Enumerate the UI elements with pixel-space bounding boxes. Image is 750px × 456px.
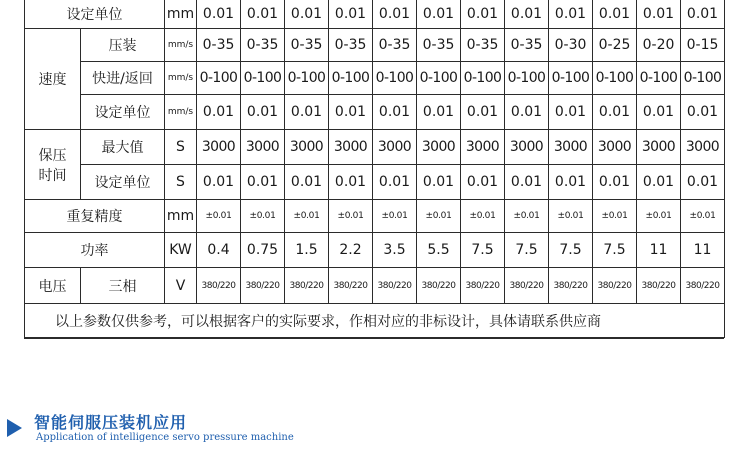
table-cell: mm/s bbox=[165, 95, 197, 130]
table-cell: 设定单位 bbox=[25, 0, 165, 29]
table-cell: 3000 bbox=[329, 130, 373, 165]
table-cell: 380/220 bbox=[505, 268, 549, 304]
table-cell: 0.01 bbox=[417, 165, 461, 200]
table-row bbox=[25, 200, 725, 233]
table-cell: 0-20 bbox=[637, 29, 681, 62]
table-cell: 380/220 bbox=[329, 268, 373, 304]
table-cell: 电压 bbox=[25, 268, 81, 304]
table-cell: 380/220 bbox=[373, 268, 417, 304]
table-cell: 0.01 bbox=[373, 95, 417, 130]
table-cell: 3000 bbox=[505, 130, 549, 165]
table-cell: mm bbox=[165, 0, 197, 29]
table-cell: 3000 bbox=[681, 130, 725, 165]
table-cell: 0.01 bbox=[241, 95, 285, 130]
table-cell: 0.01 bbox=[505, 95, 549, 130]
table-cell: 最大值 bbox=[81, 130, 165, 165]
table-cell: 0.01 bbox=[197, 165, 241, 200]
table-cell: ±0.01 bbox=[285, 200, 329, 233]
table-cell: mm/s bbox=[165, 62, 197, 95]
table-cell: 0-35 bbox=[505, 29, 549, 62]
table-cell: ±0.01 bbox=[197, 200, 241, 233]
table-cell: 0.01 bbox=[329, 0, 373, 29]
table-cell: 3000 bbox=[197, 130, 241, 165]
table-cell: 0-100 bbox=[549, 62, 593, 95]
table-cell: 0-100 bbox=[241, 62, 285, 95]
table-cell: mm bbox=[165, 200, 197, 233]
table-cell: 0-35 bbox=[241, 29, 285, 62]
table-cell: 0-100 bbox=[373, 62, 417, 95]
table-cell: 0.01 bbox=[681, 0, 725, 29]
table-cell: V bbox=[165, 268, 197, 304]
table-cell: 0-100 bbox=[505, 62, 549, 95]
table-cell: 0-35 bbox=[373, 29, 417, 62]
table-cell: ±0.01 bbox=[505, 200, 549, 233]
table-row bbox=[25, 0, 725, 29]
table-cell: 0.01 bbox=[461, 165, 505, 200]
table-cell: ±0.01 bbox=[637, 200, 681, 233]
table-cell: 0.01 bbox=[285, 165, 329, 200]
table-cell: 0.01 bbox=[593, 0, 637, 29]
table-cell: 380/220 bbox=[593, 268, 637, 304]
table-cell: 0.01 bbox=[197, 0, 241, 29]
table-cell: ±0.01 bbox=[373, 200, 417, 233]
table-cell: 0-100 bbox=[461, 62, 505, 95]
table-cell: 0-100 bbox=[637, 62, 681, 95]
table-cell: 7.5 bbox=[461, 233, 505, 268]
table-cell: 0.01 bbox=[285, 95, 329, 130]
table-row bbox=[25, 29, 725, 62]
spec-table bbox=[24, 0, 725, 338]
table-cell: 7.5 bbox=[549, 233, 593, 268]
table-row bbox=[25, 95, 725, 130]
table-cell: 3000 bbox=[593, 130, 637, 165]
table-cell: 0.01 bbox=[461, 95, 505, 130]
table-cell: 3.5 bbox=[373, 233, 417, 268]
table-cell: 0.01 bbox=[373, 0, 417, 29]
table-cell: ±0.01 bbox=[241, 200, 285, 233]
table-cell: 设定单位 bbox=[81, 165, 165, 200]
table-cell: mm/s bbox=[165, 29, 197, 62]
table-cell: 快进/返回 bbox=[81, 62, 165, 95]
table-cell: 0-100 bbox=[681, 62, 725, 95]
table-cell: 11 bbox=[681, 233, 725, 268]
table-cell: 0.01 bbox=[329, 165, 373, 200]
table-cell: 速度 bbox=[25, 29, 81, 130]
table-cell: ±0.01 bbox=[329, 200, 373, 233]
table-cell: 380/220 bbox=[241, 268, 285, 304]
table-row bbox=[25, 130, 725, 165]
table-cell: 保压 时间 bbox=[25, 130, 81, 200]
table-cell: 380/220 bbox=[417, 268, 461, 304]
table-cell: 3000 bbox=[285, 130, 329, 165]
table-cell: 0-100 bbox=[593, 62, 637, 95]
table-cell: 3000 bbox=[241, 130, 285, 165]
table-cell: 7.5 bbox=[593, 233, 637, 268]
table-cell: 0-100 bbox=[285, 62, 329, 95]
table-cell: 0.01 bbox=[549, 0, 593, 29]
table-cell: 380/220 bbox=[549, 268, 593, 304]
table-cell: 0.01 bbox=[285, 0, 329, 29]
table-row bbox=[25, 62, 725, 95]
table-cell: 0-35 bbox=[329, 29, 373, 62]
table-cell: 380/220 bbox=[681, 268, 725, 304]
table-cell: S bbox=[165, 165, 197, 200]
table-cell: 0.01 bbox=[241, 165, 285, 200]
table-cell: 0.01 bbox=[505, 165, 549, 200]
table-cell: ±0.01 bbox=[593, 200, 637, 233]
table-cell: 1.5 bbox=[285, 233, 329, 268]
table-cell: 0.01 bbox=[549, 95, 593, 130]
table-cell: S bbox=[165, 130, 197, 165]
table-cell: 设定单位 bbox=[81, 95, 165, 130]
triangle-right-icon bbox=[7, 419, 22, 437]
table-cell: 0.01 bbox=[417, 95, 461, 130]
table-cell: 0.01 bbox=[197, 95, 241, 130]
table-cell: 0.01 bbox=[373, 165, 417, 200]
table-cell: 5.5 bbox=[417, 233, 461, 268]
table-row bbox=[25, 268, 725, 304]
table-cell: 11 bbox=[637, 233, 681, 268]
table-cell: 3000 bbox=[549, 130, 593, 165]
table-cell: 0-35 bbox=[417, 29, 461, 62]
table-cell: 380/220 bbox=[637, 268, 681, 304]
table-cell: 0-100 bbox=[417, 62, 461, 95]
table-cell: 0.01 bbox=[505, 0, 549, 29]
table-cell: 3000 bbox=[637, 130, 681, 165]
table-cell: 0-100 bbox=[197, 62, 241, 95]
table-cell: ±0.01 bbox=[417, 200, 461, 233]
table-cell: 0.01 bbox=[637, 165, 681, 200]
table-cell: 压装 bbox=[81, 29, 165, 62]
table-cell: 7.5 bbox=[505, 233, 549, 268]
table-cell: 3000 bbox=[461, 130, 505, 165]
table-cell: 0.01 bbox=[637, 95, 681, 130]
table-cell: 380/220 bbox=[461, 268, 505, 304]
table-cell: 0-15 bbox=[681, 29, 725, 62]
section-title: 智能伺服压装机应用 bbox=[34, 413, 188, 432]
table-cell: 0.01 bbox=[461, 0, 505, 29]
table-cell: 0.01 bbox=[681, 165, 725, 200]
table-cell: 0-25 bbox=[593, 29, 637, 62]
table-cell: 3000 bbox=[373, 130, 417, 165]
table-cell: 0-100 bbox=[329, 62, 373, 95]
table-cell: 0.01 bbox=[241, 0, 285, 29]
table-cell: 0.01 bbox=[593, 95, 637, 130]
table-cell: 0.4 bbox=[197, 233, 241, 268]
spec-table-body bbox=[25, 0, 725, 338]
table-row bbox=[25, 304, 725, 338]
table-cell: 2.2 bbox=[329, 233, 373, 268]
table-cell: 以上参数仅供参考，可以根据客户的实际要求，作相对应的非标设计，具体请联系供应商 bbox=[25, 304, 725, 338]
table-cell: ±0.01 bbox=[461, 200, 505, 233]
table-row bbox=[25, 165, 725, 200]
table-cell: 0-35 bbox=[285, 29, 329, 62]
table-cell: 380/220 bbox=[197, 268, 241, 304]
table-cell: ±0.01 bbox=[549, 200, 593, 233]
table-cell: KW bbox=[165, 233, 197, 268]
table-bottom-border bbox=[24, 337, 724, 339]
table-cell: 0-35 bbox=[197, 29, 241, 62]
table-cell: 0.01 bbox=[417, 0, 461, 29]
table-cell: 0.75 bbox=[241, 233, 285, 268]
table-cell: ±0.01 bbox=[681, 200, 725, 233]
table-row bbox=[25, 233, 725, 268]
table-cell: 功率 bbox=[25, 233, 165, 268]
table-cell: 380/220 bbox=[285, 268, 329, 304]
table-cell: 0.01 bbox=[681, 95, 725, 130]
table-cell: 0.01 bbox=[549, 165, 593, 200]
table-cell: 0.01 bbox=[637, 0, 681, 29]
table-cell: 重复精度 bbox=[25, 200, 165, 233]
section-subtitle: Application of intelligence servo pressure machine bbox=[36, 432, 294, 443]
table-cell: 0-30 bbox=[549, 29, 593, 62]
table-cell: 0.01 bbox=[593, 165, 637, 200]
table-cell: 3000 bbox=[417, 130, 461, 165]
table-cell: 三相 bbox=[81, 268, 165, 304]
table-cell: 0-35 bbox=[461, 29, 505, 62]
table-cell: 0.01 bbox=[329, 95, 373, 130]
